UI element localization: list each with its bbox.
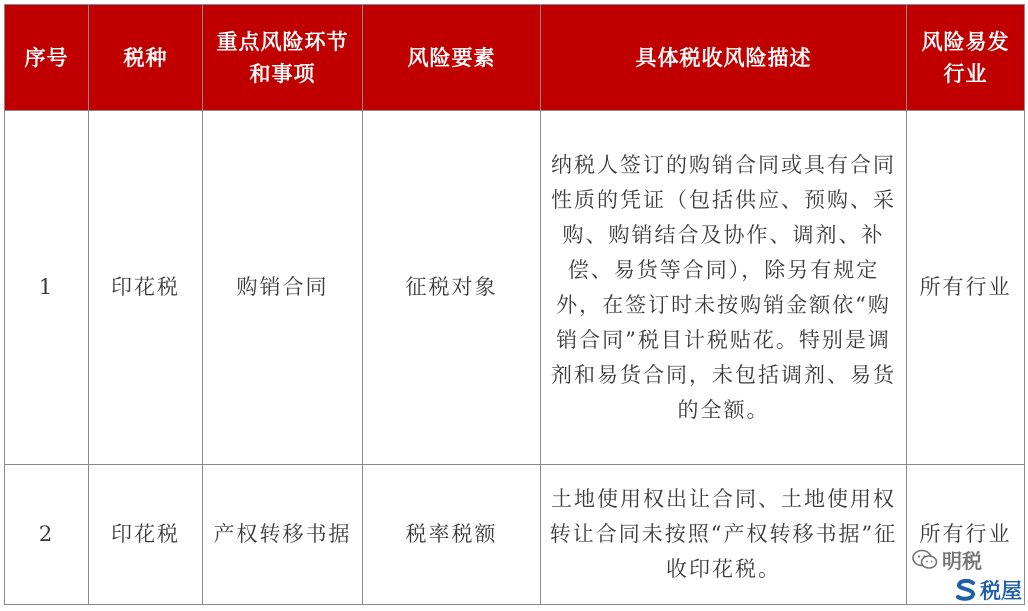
cell-risk-item: 购销合同 (203, 111, 363, 465)
header-industry: 风险易发行业 (907, 5, 1025, 111)
cell-tax-type: 印花税 (89, 465, 203, 605)
table-body (5, 111, 1025, 605)
header-risk-item: 重点风险环节和事项 (203, 5, 363, 111)
cell-tax-type: 印花税 (89, 111, 203, 465)
watermark-line2: 税屋 (980, 579, 1022, 603)
cell-risk-description: 土地使用权出让合同、土地使用权转让合同未按照“产权转移书据”征收印花税。 (541, 465, 907, 605)
cell-risk-item: 产权转移书据 (203, 465, 363, 605)
cell-risk-element: 税率税额 (363, 465, 541, 605)
cell-industry: 所有行业 (907, 465, 1025, 605)
header-risk-element: 风险要素 (363, 5, 541, 111)
header-risk-description: 具体税收风险描述 (541, 5, 907, 111)
cell-risk-description: 纳税人签订的购销合同或具有合同性质的凭证（包括供应、预购、采购、购销结合及协作、调剂、补偿、易货等合同），除另有规定外，在签订时未按购销金额依“购销合同”税目计税贴花。特别是调剂和易货合同，未包括调剂、易货的全额。 (541, 111, 907, 465)
cell-no: 1 (5, 111, 89, 465)
cell-industry: 所有行业 (907, 111, 1025, 465)
table-row (5, 111, 1025, 465)
tax-risk-table (4, 4, 1025, 605)
table-row (5, 465, 1025, 605)
header-no: 序号 (5, 5, 89, 111)
header-row (5, 5, 1025, 111)
cell-no: 2 (5, 465, 89, 605)
header-tax-type: 税种 (89, 5, 203, 111)
cell-risk-element: 征税对象 (363, 111, 541, 465)
watermark-line1: 明税 (942, 549, 982, 573)
table-header (5, 5, 1025, 111)
